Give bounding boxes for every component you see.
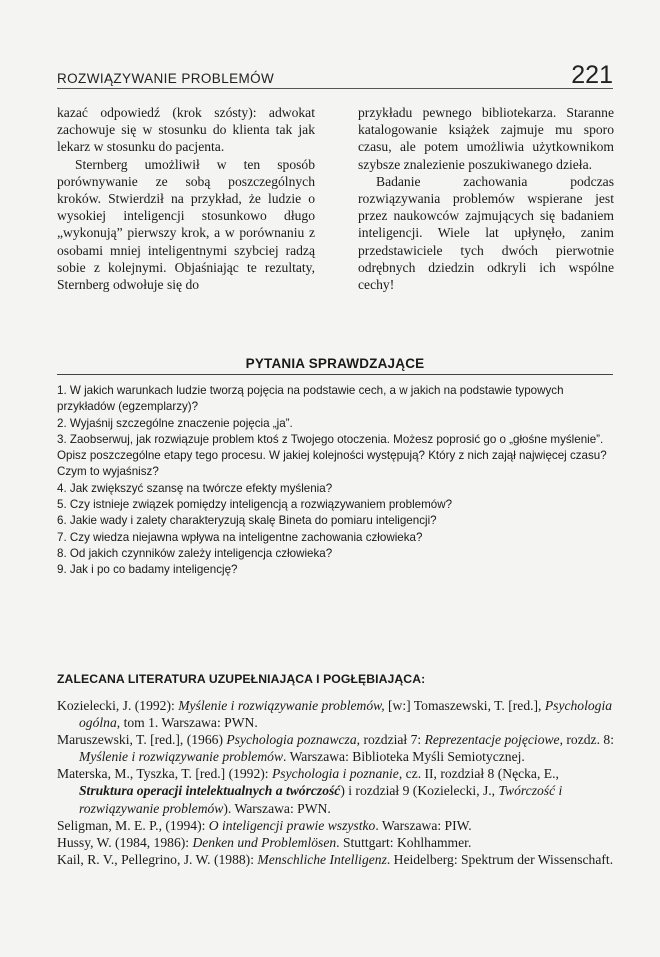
paragraph: Sternberg umożliwił w ten sposób porównywanie ze sobą poszczególnych kroków. Stwierdził na przykład, że ludzie o wysokiej inteligencji stosunkowo długo „wykonują” pierwszy krok, a w porównaniu z osobami mniej inteligentnymi szybciej radzą sobie z kolejnymi. Objaśniając te rezultaty, Sternberg odwołuje się do — [57, 156, 315, 293]
right-text-column — [358, 104, 614, 293]
page-number: 221 — [571, 61, 613, 89]
question-item: 3. Zaobserwuj, jak rozwiązuje problem ktoś z Twojego otoczenia. Możesz poprosić go o „głośne myślenie”. Opisz poszczególne etapy tego procesu. W jakiej kolejności występują? Który z nich zajął najwięcej czasu? Czym to wyjaśnisz? — [57, 432, 607, 479]
section-divider — [57, 374, 613, 375]
question-item: 8. Od jakich czynników zależy inteligencja człowieka? — [57, 546, 333, 560]
reference-item: Kozielecki, J. (1992): Myślenie i rozwiązywanie problemów, [w:] Tomaszewski, T. [red.], Psychologia ogólna, tom 1. Warszawa: PWN. — [57, 698, 613, 731]
question-item: 7. Czy wiedza niejawna wpływa na inteligentne zachowania człowieka? — [57, 530, 423, 544]
literature-heading: ZALECANA LITERATURA UZUPEŁNIAJĄCA I POGŁĘBIAJĄCA: — [57, 672, 426, 686]
running-header — [57, 62, 613, 89]
left-text-column — [57, 104, 315, 293]
reference-list — [57, 697, 615, 868]
question-item: 1. W jakich warunkach ludzie tworzą pojęcia na podstawie cech, a w jakich na podstawie typowych przykładów (egzemplarzy)? — [57, 384, 564, 414]
paragraph: kazać odpowiedź (krok szósty): adwokat zachowuje się w stosunku do klienta tak jak lekarz w stosunku do pacjenta. — [57, 105, 315, 155]
chapter-title: ROZWIĄZYWANIE PROBLEMÓW — [57, 71, 275, 86]
questions-heading: PYTANIA SPRAWDZAJĄCE — [245, 356, 425, 371]
reference-item: Hussy, W. (1984, 1986): Denken und Problemlösen. Stuttgart: Kohlhammer. — [57, 834, 472, 850]
reference-item: Maruszewski, T. [red.], (1966) Psychologia poznawcza, rozdział 7: Reprezentacje pojęciowe, rozdz. 8: Myślenie i rozwiązywanie problemów. Warszawa: Biblioteka Myśli Semiotycznej. — [57, 732, 614, 765]
reference-item: Materska, M., Tyszka, T. [red.] (1992): Psychologia i poznanie, cz. II, rozdział 8 (Nęcka, E., Struktura operacji intelektualnych a twórczość) i rozdział 9 (Kozielecki, J., Twórczość i rozwiązywanie problemów). Warszawa: PWN. — [57, 766, 563, 816]
question-item: 5. Czy istnieje związek pomiędzy inteligencją a rozwiązywaniem problemów? — [57, 498, 453, 512]
paragraph: Badanie zachowania podczas rozwiązywania problemów wspierane jest przez naukowców zajmujących się badaniem inteligencji. Wiele lat upłynęło, zanim przedstawiciele tych dwóch pierwotnie odrębnych dziedzin odkryli ich wspólne cechy! — [358, 173, 614, 293]
reference-item: Kail, R. V., Pellegrino, J. W. (1988): Menschliche Intelligenz. Heidelberg: Spektrum der Wissenschaft. — [57, 851, 614, 867]
reference-item: Seligman, M. E. P., (1994): O inteligencji prawie wszystko. Warszawa: PIW. — [57, 817, 472, 833]
paragraph: przykładu pewnego bibliotekarza. Staranne katalogowanie książek zajmuje mu sporo czasu, ale potem umożliwia użytkownikom szybsze znalezienie poszukiwanego dzieła. — [358, 105, 614, 172]
question-item: 6. Jakie wady i zalety charakteryzują skalę Bineta do pomiaru inteligencji? — [57, 514, 437, 528]
question-item: 4. Jak zwiększyć szansę na twórcze efekty myślenia? — [57, 481, 333, 495]
review-questions-list — [57, 383, 615, 579]
question-item: 2. Wyjaśnij szczególne znaczenie pojęcia „ja”. — [57, 416, 293, 430]
question-item: 9. Jak i po co badamy inteligencję? — [57, 563, 238, 577]
